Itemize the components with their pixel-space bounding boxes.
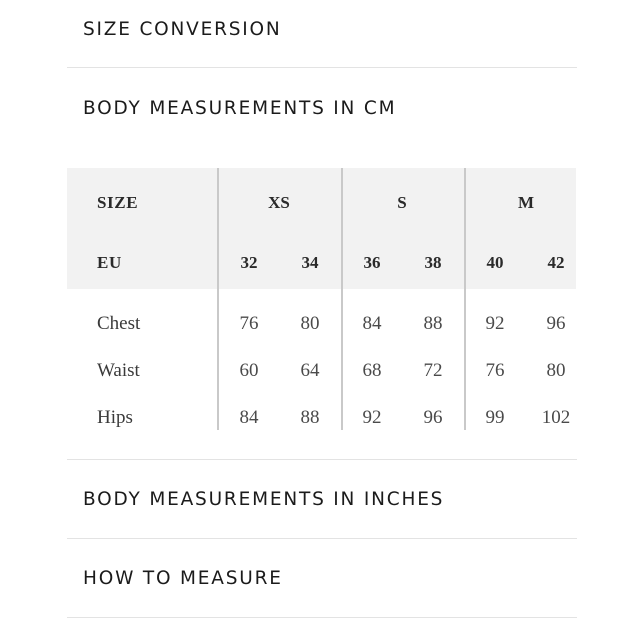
- row-label-waist: Waist: [97, 360, 140, 381]
- table-cell: 76: [239, 313, 259, 334]
- column-separator: [217, 168, 219, 430]
- table-cell: 84: [362, 313, 382, 334]
- table-cell: 102: [541, 407, 571, 428]
- table-cell: 64: [300, 360, 320, 381]
- table-cell: 84: [239, 407, 259, 428]
- table-cell: 76: [485, 360, 505, 381]
- size-conversion-heading[interactable]: SIZE CONVERSION: [83, 19, 282, 40]
- row-label-hips: Hips: [97, 407, 133, 428]
- size-header: SIZE: [97, 193, 139, 212]
- eu-size: 38: [424, 253, 442, 272]
- table-cell: 80: [546, 360, 566, 381]
- table-cell: 92: [485, 313, 505, 334]
- column-separator: [464, 168, 466, 430]
- size-table: [67, 168, 576, 430]
- group-header-xs: XS: [268, 193, 290, 212]
- how-to-measure-heading[interactable]: HOW TO MEASURE: [83, 568, 283, 589]
- column-separator: [341, 168, 343, 430]
- body-measurements-inches-heading[interactable]: BODY MEASUREMENTS IN INCHES: [83, 489, 445, 510]
- divider: [67, 459, 577, 460]
- eu-size: 36: [363, 253, 381, 272]
- eu-size: 32: [240, 253, 258, 272]
- body-measurements-cm-heading[interactable]: BODY MEASUREMENTS IN CM: [83, 98, 397, 119]
- table-cell: 68: [362, 360, 382, 381]
- table-cell: 99: [485, 407, 505, 428]
- group-header-m: M: [517, 193, 535, 212]
- group-header-s: S: [397, 193, 407, 212]
- table-cell: 96: [546, 313, 566, 334]
- table-cell: 88: [423, 313, 443, 334]
- table-cell: 92: [362, 407, 382, 428]
- eu-size: 40: [486, 253, 504, 272]
- table-cell: 72: [423, 360, 443, 381]
- eu-size: 42: [547, 253, 565, 272]
- table-cell: 60: [239, 360, 259, 381]
- table-cell: 96: [423, 407, 443, 428]
- eu-header: EU: [97, 253, 122, 272]
- divider: [67, 67, 577, 68]
- divider: [67, 538, 577, 539]
- eu-size: 34: [301, 253, 319, 272]
- table-cell: 80: [300, 313, 320, 334]
- table-cell: 88: [300, 407, 320, 428]
- row-label-chest: Chest: [97, 313, 141, 334]
- divider: [67, 617, 577, 618]
